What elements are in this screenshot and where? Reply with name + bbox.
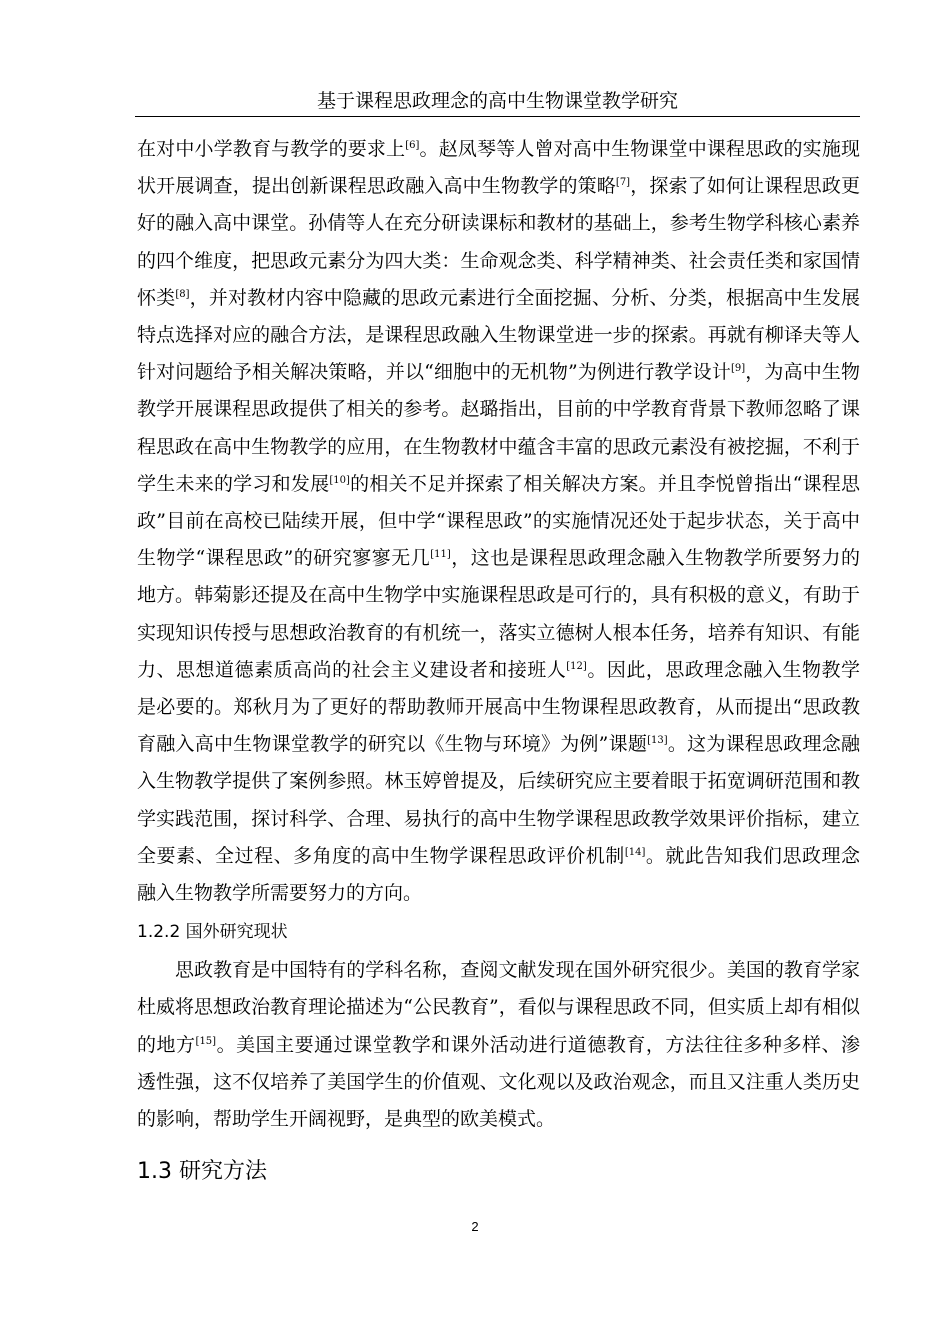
citation-marker: [9] [730,363,746,375]
text-run: 。这为课程思政理念融入生物教学提供了案例参照。林玉婷曾提及，后续研究应主要着眼于拓宽调研范围和教学实践范围，探讨科学、合理、易执行的高中生物学课程思政教学效果评价指标，建立全要素、全过程、多角度的高中生物学课程思政评价机制 [137,733,860,867]
header-rule [135,116,860,117]
page-number: 2 [471,1219,479,1234]
text-run: ，为高中生物教学开展课程思政提供了相关的参考。赵璐指出，目前的中学教育背景下教师忽略了课程思政在高中生物教学的应用，在生物教材中蕴含丰富的思政元素没有被挖掘，不利于学生未来的学习和发展 [137,361,860,495]
citation-marker: [11] [430,549,451,561]
text-run: ，并对教材内容中隐藏的思政元素进行全面挖掘、分析、分类，根据高中生发展特点选择对应的融合方法，是课程思政融入生物课堂进一步的探索。再就有柳译夫等人针对问题给予相关解决策略，并以“细胞中的无机物”为例进行教学设计 [137,286,860,384]
section-heading-1-2-2: 1.2.2 国外研究现状 [137,922,288,943]
paragraph-foreign-research [137,952,860,1138]
text-run: 思政教育是中国特有的学科名称，查阅文献发现在国外研究很少。美国的教育学家杜威将思想政治教育理论描述为“公民教育”，看似与课程思政不同，但实质上却有相似的地方 [137,959,860,1056]
text-run: 在对中小学教育与教学的要求上 [137,138,406,160]
section-heading-1-3: 1.3 研究方法 [137,1159,267,1185]
body-text [137,131,860,1192]
text-run: ，探索了如何让课程思政更好的融入高中课堂。孙倩等人在充分研读课标和教材的基础上，参考生物学科核心素养的四个维度，把思政元素分为四大类：生命观念类、科学精神类、社会责任类和家国情怀类 [137,175,860,309]
citation-marker: [6] [405,140,420,151]
text-run: 的相关不足并探索了相关解决方案。并且李悦曾指出“课程思政”目前在高校已陆续开展，但中学“课程思政”的实施情况还处于起步状态，关于高中生物学“课程思政”的研究寥寥无几 [137,472,860,570]
citation-marker: [8] [175,288,190,300]
citation-marker: [15] [195,1035,217,1047]
text-run: 。美国主要通过课堂教学和课外活动进行道德教育，方法往往多种多样、渗透性强，这不仅培养了美国学生的价值观、文化观以及政治观念，而且又注重人类历史的影响，帮助学生开阔视野，是典型的欧美模式。 [137,1033,860,1131]
citation-marker: [13] [647,735,668,747]
text-run: 。赵凤琴等人曾对高中生物课堂中课程思政的实施现状开展调查，提出创新课程思政融入高中生物教学的策略 [137,138,860,198]
text-run: 。因此，思政理念融入生物教学是必要的。郑秋月为了更好的帮助教师开展高中生物课程思政教育，从而提出“思政教育融入高中生物课堂教学的研究以《生物与环境》为例”课题 [137,658,860,756]
text-run: ，这也是课程思政理念融入生物教学所要努力的地方。韩菊影还提及在高中生物学中实施课程思政是可行的，具有积极的意义，有助于实现知识传授与思想政治教育的有机统一，落实立德树人根本任务，培养有知识、有能力、思想道德素质高尚的社会主义建设者和接班人 [137,547,860,681]
paragraph-domestic-research [137,131,860,912]
citation-marker: [7] [615,177,631,189]
citation-marker: [12] [566,660,587,672]
citation-marker: [10] [329,474,350,486]
text-run: 。就此告知我们思政理念融入生物教学所需要努力的方向。 [137,844,860,905]
citation-marker: [14] [624,846,646,858]
running-header: 基于课程思政理念的高中生物课堂教学研究 [316,90,678,112]
